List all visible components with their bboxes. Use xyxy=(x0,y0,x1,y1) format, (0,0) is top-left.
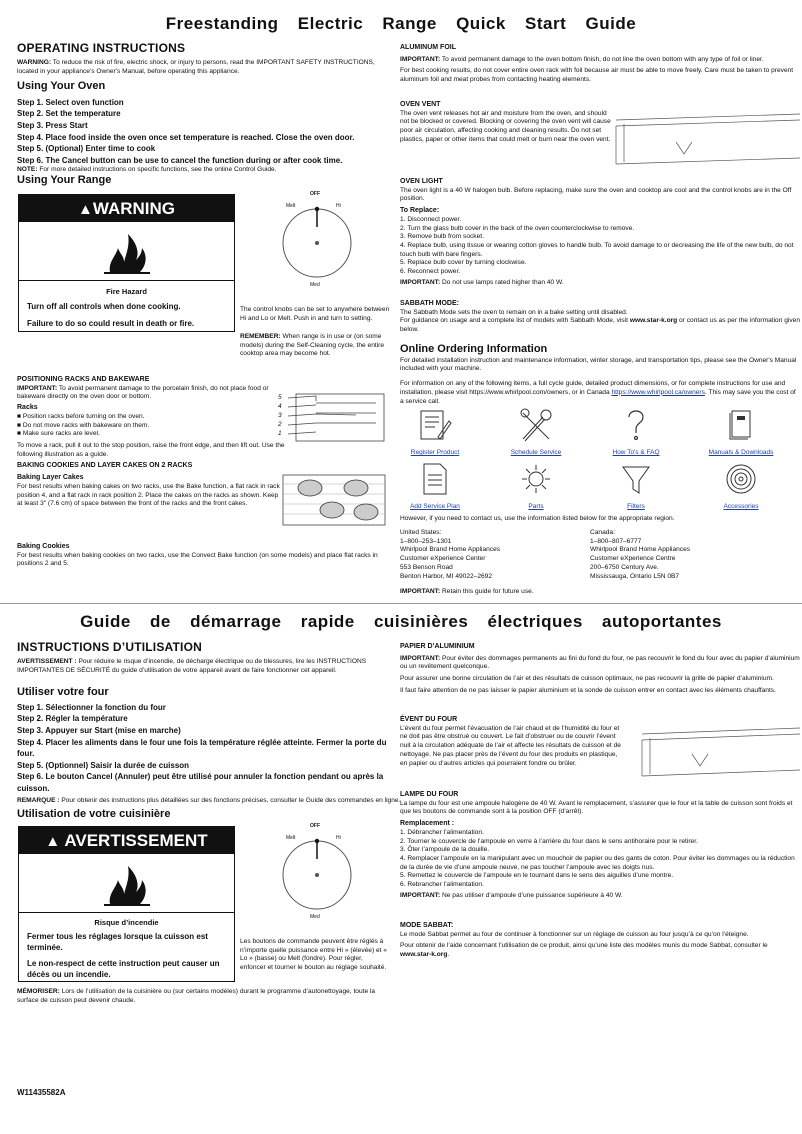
rack-bullet: ■ Make sure racks are level. xyxy=(17,430,100,438)
rack-number: 3 xyxy=(278,412,282,419)
rack-bullet-text: Make sure racks are level. xyxy=(22,430,100,438)
light-step: 4. Replace bulb, using tissue or wearing cotton gloves to handle bulb. To avoid damage to or decreasing the life of the new bulb, do not touch bulb with bare fingers. xyxy=(400,242,794,258)
warning-line-1-fr: Fermer tous les réglages lorsque la cuisson est terminée. xyxy=(27,932,208,953)
layer-cakes-text: For best results when baking cakes on two racks, use the Bake function, a flat rack in rack position 4, and a flat rack in rack position 2. Place the cakes on the racks as shown. Keep at least 3" (7.6 cm) of space between the front of the racks and the front cakes. xyxy=(17,482,280,508)
star-k-link[interactable]: www.star-k.org xyxy=(629,317,678,325)
icon-label: Manuals & Downloads xyxy=(708,449,774,456)
hazard-title: Fire Hazard xyxy=(106,287,147,296)
online-text-1: For detailed installation instruction and maintenance information, winter storage, and transportation tips, please see the Owner's Manual included with your machine. xyxy=(400,356,797,373)
online-pre: For information on any of the following items, a full cycle guide, detailed product dimensions, or for complete instructions for use and installation, please visit https://www.whirlpool.com/owners, or in Canada xyxy=(400,380,786,396)
sabbath-post-fr: . xyxy=(447,951,450,959)
oven-step: Step 1. Select oven function xyxy=(17,97,124,107)
racks-important-label: IMPORTANT: xyxy=(17,384,58,392)
icon-label: Schedule Service xyxy=(510,449,562,456)
register-product-link[interactable] xyxy=(400,407,470,457)
warning-title-fr: AVERTISSEMENT xyxy=(64,831,208,850)
foil-important xyxy=(400,56,800,65)
warning-line-2-fr: Le non-respect de cette instruction peut causer un décès ou un incendie. xyxy=(27,958,220,979)
rack-bullet-text: Position racks before turning on the oven. xyxy=(22,412,145,420)
contact-line: 553 Benson Road xyxy=(400,563,453,571)
foil-section-fr xyxy=(400,643,800,696)
remember-label-fr: MÉMORISER: xyxy=(17,988,60,995)
foil-important-label-fr: IMPORTANT: xyxy=(400,654,441,662)
using-oven-section-fr xyxy=(17,686,402,805)
oven-step-fr: Step 6. Le bouton Cancel (Annuler) peut être utilisé pour annuler la fonction pendant ou après la cuisson. xyxy=(17,772,384,793)
faq-icon xyxy=(619,407,653,443)
online-heading: Online Ordering Information xyxy=(400,343,548,355)
cookies-text: For best results when baking cookies on two racks, use the Convect Bake function (on some models) and place flat racks in positions 2 and 5. xyxy=(17,551,378,568)
remember-text-fr xyxy=(17,988,387,1005)
contact-line: United States: xyxy=(400,529,442,536)
rack-number: 2 xyxy=(278,421,282,428)
contact-line: Whirlpool Brand Home Appliances xyxy=(400,546,501,554)
part-number: W11435582A xyxy=(17,1088,66,1097)
knob-off-label: OFF xyxy=(310,823,320,829)
foil-heading: ALUMINUM FOIL xyxy=(400,44,456,51)
light-heading: OVEN LIGHT xyxy=(400,178,443,185)
foil-important-fr xyxy=(400,655,800,672)
vent-heading: OVEN VENT xyxy=(400,101,441,108)
online-post: . This may save you the cost of a service call. xyxy=(400,388,796,405)
control-knob-diagram-fr xyxy=(270,823,360,933)
retain-label: IMPORTANT: xyxy=(400,588,441,595)
rack-number: 5 xyxy=(278,394,282,401)
operating-warning-fr xyxy=(17,658,402,675)
schedule-service-link[interactable] xyxy=(500,407,572,457)
online-text-2 xyxy=(400,380,800,406)
oven-vent-illustration xyxy=(614,112,800,172)
sabbath-pre: For guidance on usage and a complete list of models with Sabbath Mode, visit xyxy=(400,317,630,325)
fire-icon xyxy=(19,222,234,280)
foil-text-fr: Pour assurer une bonne circulation de l’air et des résultats de cuisson optimaux, ne pas recouvrir la grille de papier d’aluminium. xyxy=(400,675,774,683)
retain-note xyxy=(400,588,800,597)
control-knob-diagram xyxy=(270,191,360,301)
vent-text: The oven vent releases hot air and moisture from the oven, and should not be blocked or covered. Blocking or covering the oven vent will cause poor air circulation, affecting cooking and cleaning results. Do not set plastics, paper or other items that could melt or burn near the oven vent. xyxy=(400,109,611,143)
rack-positions-illustration xyxy=(278,393,388,448)
page-title-fr: Guide de démarrage rapide cuisinières électriques autoportantes xyxy=(80,612,722,631)
knob-melt-label: Melt xyxy=(286,203,296,209)
contact-line: Customer eXperience Centre xyxy=(590,555,676,563)
operating-heading: OPERATING INSTRUCTIONS xyxy=(17,41,186,55)
light-section xyxy=(400,178,800,288)
oven-step: Step 2. Set the temperature xyxy=(17,109,121,119)
page-title: Freestanding Electric Range Quick Start Guide xyxy=(165,14,637,33)
knob-melt-label: Melt xyxy=(286,835,296,841)
register-product-icon xyxy=(418,407,452,443)
remember-body-fr: Lors de l’utilisation de la cuisinière ou (sur certains modèles) durant le programme d’autonettoyage, toute la surface de cuisson peut devenir chaude. xyxy=(17,988,376,1004)
cookies-section xyxy=(17,543,402,569)
vent-text-fr: L’évent du four permet l’évacuation de l’air chaud et de l’humidité du four et ne doit pas être obstrué ou couvert. Le fait d’obstruer ou de couvrir l’évent nuit à la circulation adéquate de l’air et affecte les résultats de cuisson et de nettoyage. Ne pas placer près de l’évent du four des produits en plastique, en papier ou d’autres articles qui pourraient fondre ou brûler. xyxy=(400,724,621,767)
knob-med-label: Med xyxy=(310,282,320,288)
sabbath-section-fr xyxy=(400,922,800,960)
foil-important-text-fr: Pour éviter des dommages permanents au fini du fond du four, ne pas recouvrir le fond du four avec du papier d’aluminium ou un revêtement quelconque. xyxy=(400,654,800,671)
light-step: 1. Disconnect power. xyxy=(400,215,462,223)
using-oven-note-fr xyxy=(17,797,402,806)
rack-bullet: ■ Do not move racks with bakeware on them. xyxy=(17,421,150,429)
light-important xyxy=(400,279,800,288)
sabbath-heading: SABBATH MODE: xyxy=(400,300,459,307)
sabbath-text-2 xyxy=(400,317,800,334)
whirlpool-ca-link[interactable]: https://www.whirlpool.ca/owners xyxy=(611,388,705,396)
light-step-fr: 6. Rebrancher l’alimentation. xyxy=(400,881,484,889)
light-replace-label-fr: Remplacement : xyxy=(400,820,455,828)
operating-warning-text-fr: Pour réduire le risque d’incendie, de décharge électrique ou de blessures, lire les INSTRUCTIONS IMPORTANTES DE SÉCURITÉ du guide d’utilisation de votre appareil avant de faire fonctionner cet appareil. xyxy=(17,658,367,674)
online-section xyxy=(400,343,800,406)
using-oven-section xyxy=(17,80,402,175)
light-important-text-fr: Ne pas utiliser d’ampoule d’une puissance supérieure à 40 W. xyxy=(442,891,623,899)
light-step: 6. Reconnect power. xyxy=(400,268,461,276)
rack-bullet-text: Do not move racks with bakeware on them. xyxy=(22,421,150,429)
oven-step: Step 4. Place food inside the oven once set temperature is reached. Close the oven door. xyxy=(17,132,355,142)
contact-line: Mississauga, Ontario L5N 0B7 xyxy=(590,572,680,580)
foil-text: For best cooking results, do not cover entire oven rack with foil because air must be able to move freely. Care must be taken to prevent aluminum foil and meat probes from contacting heating elements. xyxy=(400,67,794,84)
oven-vent-illustration-fr xyxy=(640,726,800,782)
operating-warning-label-fr: AVERTISSEMENT : xyxy=(17,658,77,665)
filters-icon xyxy=(619,461,653,497)
oven-step-fr: Step 4. Placer les aliments dans le four une fois la température réglée atteinte. Fermer la porte du four. xyxy=(17,737,387,759)
knob-text-fr: Les boutons de commande peuvent être réglés à n’importe quelle puissance entre Hi » (élevée) et « Lo » (basse) ou Melt (fondre). Pour régler, enfoncer et tourner le bouton au réglage souhaité. xyxy=(240,938,387,972)
cake-racks-icon xyxy=(282,474,386,526)
racks-important xyxy=(17,385,285,402)
light-heading-fr: LAMPE DU FOUR xyxy=(400,791,459,798)
retain-text: Retain this guide for future use. xyxy=(442,588,534,595)
foil-heading-fr: PAPIER D’ALUMINIUM xyxy=(400,643,475,650)
knob-dial-icon xyxy=(279,205,355,281)
using-oven-heading-fr: Utiliser votre four xyxy=(17,686,109,698)
warning-header-fr xyxy=(19,827,234,854)
light-step-fr: 2. Tourner le couvercle de l’ampoule en verre à l’arrière du four dans le sens antihoraire pour le retirer. xyxy=(400,837,698,845)
warning-line-1: Turn off all controls when done cooking. xyxy=(27,302,181,312)
racks-section xyxy=(17,376,285,509)
operating-warning xyxy=(17,59,387,76)
light-step: 2. Turn the glass bulb cover in the back of the oven counterclockwise to remove. xyxy=(400,224,635,232)
racks-heading: POSITIONING RACKS AND BAKEWARE xyxy=(17,376,150,383)
contact-line: Whirlpool Brand Home Appliances xyxy=(590,546,691,554)
contact-line: 200–6750 Century Ave. xyxy=(590,563,659,571)
parts-icon xyxy=(519,461,553,497)
contact-intro: However, if you need to contact us, use the information listed below for the appropriate region. xyxy=(400,515,675,522)
racks-move-text: To move a rack, pull it out to the stop position, raise the front edge, and then lift out. Use the following illustration as a guide. xyxy=(17,442,285,458)
knob-text: The control knobs can be set to anywhere between Hi and Lo or Melt. Push in and turn to setting. xyxy=(240,306,390,322)
note-text-fr: Pour obtenir des instructions plus détaillées sur des fonctions précises, consulter le Guide des commandes en ligne. xyxy=(61,796,401,804)
racks-important-text: To avoid permanent damage to the porcelain finish, do not place food or bakeware directly on the oven door or bottom. xyxy=(17,384,269,401)
contact-line: Customer eXperience Center xyxy=(400,555,486,563)
icon-label: Filters xyxy=(627,503,645,510)
icon-label: Add Service Plan xyxy=(410,503,460,510)
using-range-heading: Using Your Range xyxy=(17,174,112,186)
warning-line-2: Failure to do so could result in death or fire. xyxy=(27,319,195,329)
light-important-label-fr: IMPORTANT: xyxy=(400,891,441,899)
foil-important-label: IMPORTANT: xyxy=(400,55,441,63)
light-step: 5. Replace bulb cover by turning clockwise. xyxy=(400,259,527,267)
remember-text xyxy=(240,333,390,359)
foil-important-text: To avoid permanent damage to the oven bottom finish, do not line the oven bottom with any type of foil or liner. xyxy=(441,55,764,63)
operating-section xyxy=(17,41,387,76)
baking-heading: BAKING COOKIES AND LAYER CAKES ON 2 RACKS xyxy=(17,462,193,470)
note-label-fr: REMARQUE : xyxy=(17,796,60,804)
online-icons-grid xyxy=(400,407,800,511)
icon-label: Register Product xyxy=(410,449,460,456)
operating-section-fr xyxy=(17,640,402,675)
contact-line: 1–800–807–6777 xyxy=(590,537,642,545)
sabbath-text-2-fr xyxy=(400,942,800,959)
filters-link[interactable] xyxy=(600,461,672,511)
language-divider xyxy=(0,603,802,604)
sabbath-post: or contact us as per the information given below. xyxy=(400,317,800,334)
icon-label: Accessories xyxy=(723,503,759,510)
vent-section-fr xyxy=(400,716,622,768)
light-step-fr: 3. Ôter l’ampoule de la douille. xyxy=(400,846,490,854)
faq-link[interactable] xyxy=(600,407,672,457)
light-important-fr xyxy=(400,892,800,901)
rack-number: 1 xyxy=(278,430,282,437)
light-section-fr xyxy=(400,791,800,901)
oven-racks-icon xyxy=(286,393,386,443)
oven-step: Step 5. (Optional) Enter time to cook xyxy=(17,144,156,154)
sabbath-heading-fr: MODE SABBAT: xyxy=(400,922,454,929)
icon-label: Parts xyxy=(528,503,544,510)
racks-sub: Racks xyxy=(17,404,38,412)
rack-bullet: ■ Position racks before turning on the oven. xyxy=(17,412,145,420)
oven-step: Step 3. Press Start xyxy=(17,120,88,130)
remember-body: When range is in use or (on some models) during the Self-Cleaning cycle, the entire cooktop area may become hot. xyxy=(240,333,385,358)
light-text-fr: La lampe du four est une ampoule halogène de 40 W. Avant le remplacement, s’assurer que le four et la table de cuisson sont froids et que les boutons de commande sont à la position OFF (d’arrêt). xyxy=(400,799,793,816)
oven-step: Step 6. The Cancel button can be use to cancel the function during or after cook time. xyxy=(17,155,343,165)
light-step: 3. Remove bulb from socket. xyxy=(400,233,484,241)
parts-link[interactable] xyxy=(500,461,572,511)
oven-step-fr: Step 5. (Optionnel) Saisir la durée de cuisson xyxy=(17,760,190,770)
oven-step-fr: Step 1. Sélectionner la fonction du four xyxy=(17,702,166,712)
manuals-icon xyxy=(724,407,758,443)
vent-heading-fr: ÉVENT DU FOUR xyxy=(400,716,458,723)
warning-triangle-icon: ▲ xyxy=(45,833,61,850)
contact-line: 1–800–253–1301 xyxy=(400,537,452,545)
knob-hi-label: Hi xyxy=(336,835,341,841)
light-step-fr: 1. Débrancher l’alimentation. xyxy=(400,828,484,836)
warning-title: WARNING xyxy=(92,199,176,218)
light-important-label: IMPORTANT: xyxy=(400,278,441,286)
service-plan-link[interactable] xyxy=(400,461,470,511)
oven-step-fr: Step 3. Appuyer sur Start (mise en marche) xyxy=(17,725,181,735)
sabbath-section xyxy=(400,300,800,335)
contact-us xyxy=(400,529,580,581)
schedule-service-icon xyxy=(519,407,553,443)
light-text: The oven light is a 40 W halogen bulb. Before replacing, make sure the oven and cooktop are cool and the control knobs are in the Off position. xyxy=(400,186,792,203)
knob-off-label: OFF xyxy=(310,191,320,197)
foil-section xyxy=(400,44,800,85)
knob-dial-icon xyxy=(279,837,355,913)
using-oven-steps xyxy=(17,97,402,167)
foil-text-2-fr: Il faut faire attention de ne pas laisser le papier aluminium et la sonde de cuisson entrer en contact avec les éléments chauffants. xyxy=(400,686,776,694)
rack-number: 4 xyxy=(278,403,282,410)
manuals-link[interactable] xyxy=(696,407,786,457)
using-oven-steps-fr xyxy=(17,702,402,795)
knob-med-label: Med xyxy=(310,914,320,920)
icon-label: How To's & FAQ xyxy=(612,449,660,456)
sabbath-text: The Sabbath Mode sets the oven to remain on in a bake setting until disabled. xyxy=(400,308,628,316)
using-oven-heading: Using Your Oven xyxy=(17,80,106,92)
service-plan-icon xyxy=(418,461,452,497)
contact-canada xyxy=(590,529,790,581)
light-important-text: Do not use lamps rated higher than 40 W. xyxy=(442,278,564,286)
knob-hi-label: Hi xyxy=(336,203,341,209)
oven-step-fr: Step 2. Régler la température xyxy=(17,714,128,724)
sabbath-text-fr: Le mode Sabbat permet au four de continuer à fonctionner sur un réglage de cuisson au four jusqu’à ce qu’on l’éteigne. xyxy=(400,930,749,938)
fire-icon xyxy=(19,854,234,912)
light-step-fr: 4. Remplacer l’ampoule en la manipulant avec un mouchoir de papier ou des gants de coton. Pour éviter les dommages ou la réduction de la durée de vie d’une ampoule neuve, ne pas toucher l’ampoule avec les doigts nus. xyxy=(400,855,795,871)
sabbath-pre-fr: Pour obtenir de l’aide concernant l’utilisation de ce produit, ainsi qu’une liste des modèles munis du mode Sabbat, consulter le xyxy=(400,942,768,950)
cake-placement-illustration xyxy=(282,474,386,526)
operating-warning-label: WARNING: xyxy=(17,59,52,66)
contact-line: Benton Harbor, MI 49022–2692 xyxy=(400,572,493,580)
hazard-title-fr: Risque d’incendie xyxy=(94,918,159,927)
vent-section xyxy=(400,101,612,145)
warning-triangle-icon: ▲ xyxy=(77,201,93,218)
cookies-sub: Baking Cookies xyxy=(17,543,70,550)
light-step-fr: 5. Remettez le couvercle de l’ampoule en le tournant dans le sens des aiguilles d’une montre. xyxy=(400,872,674,880)
note-text: For more detailed instructions on specific functions, see the online Control Guide. xyxy=(39,166,277,174)
operating-heading-fr: INSTRUCTIONS D’UTILISATION xyxy=(17,640,202,654)
using-range-heading-fr: Utilisation de votre cuisinière xyxy=(17,808,171,820)
note-label: NOTE: xyxy=(17,166,38,174)
light-replace-label: To Replace: xyxy=(400,207,440,215)
warning-box-fr xyxy=(18,826,235,982)
warning-header xyxy=(19,195,234,222)
operating-warning-text: To reduce the risk of fire, electric shock, or injury to persons, read the IMPORTANT SAFETY INSTRUCTIONS, located in your appliance's Owner's Manual, before operating this appliance. xyxy=(17,59,375,75)
layer-cakes-sub: Baking Layer Cakes xyxy=(17,474,84,482)
warning-box xyxy=(18,194,235,332)
star-k-link-fr[interactable]: www.star-k.org xyxy=(400,951,448,959)
remember-label: REMEMBER: xyxy=(240,333,281,340)
accessories-link[interactable] xyxy=(696,461,786,511)
contact-line: Canada: xyxy=(590,529,615,536)
accessories-icon xyxy=(724,461,758,497)
